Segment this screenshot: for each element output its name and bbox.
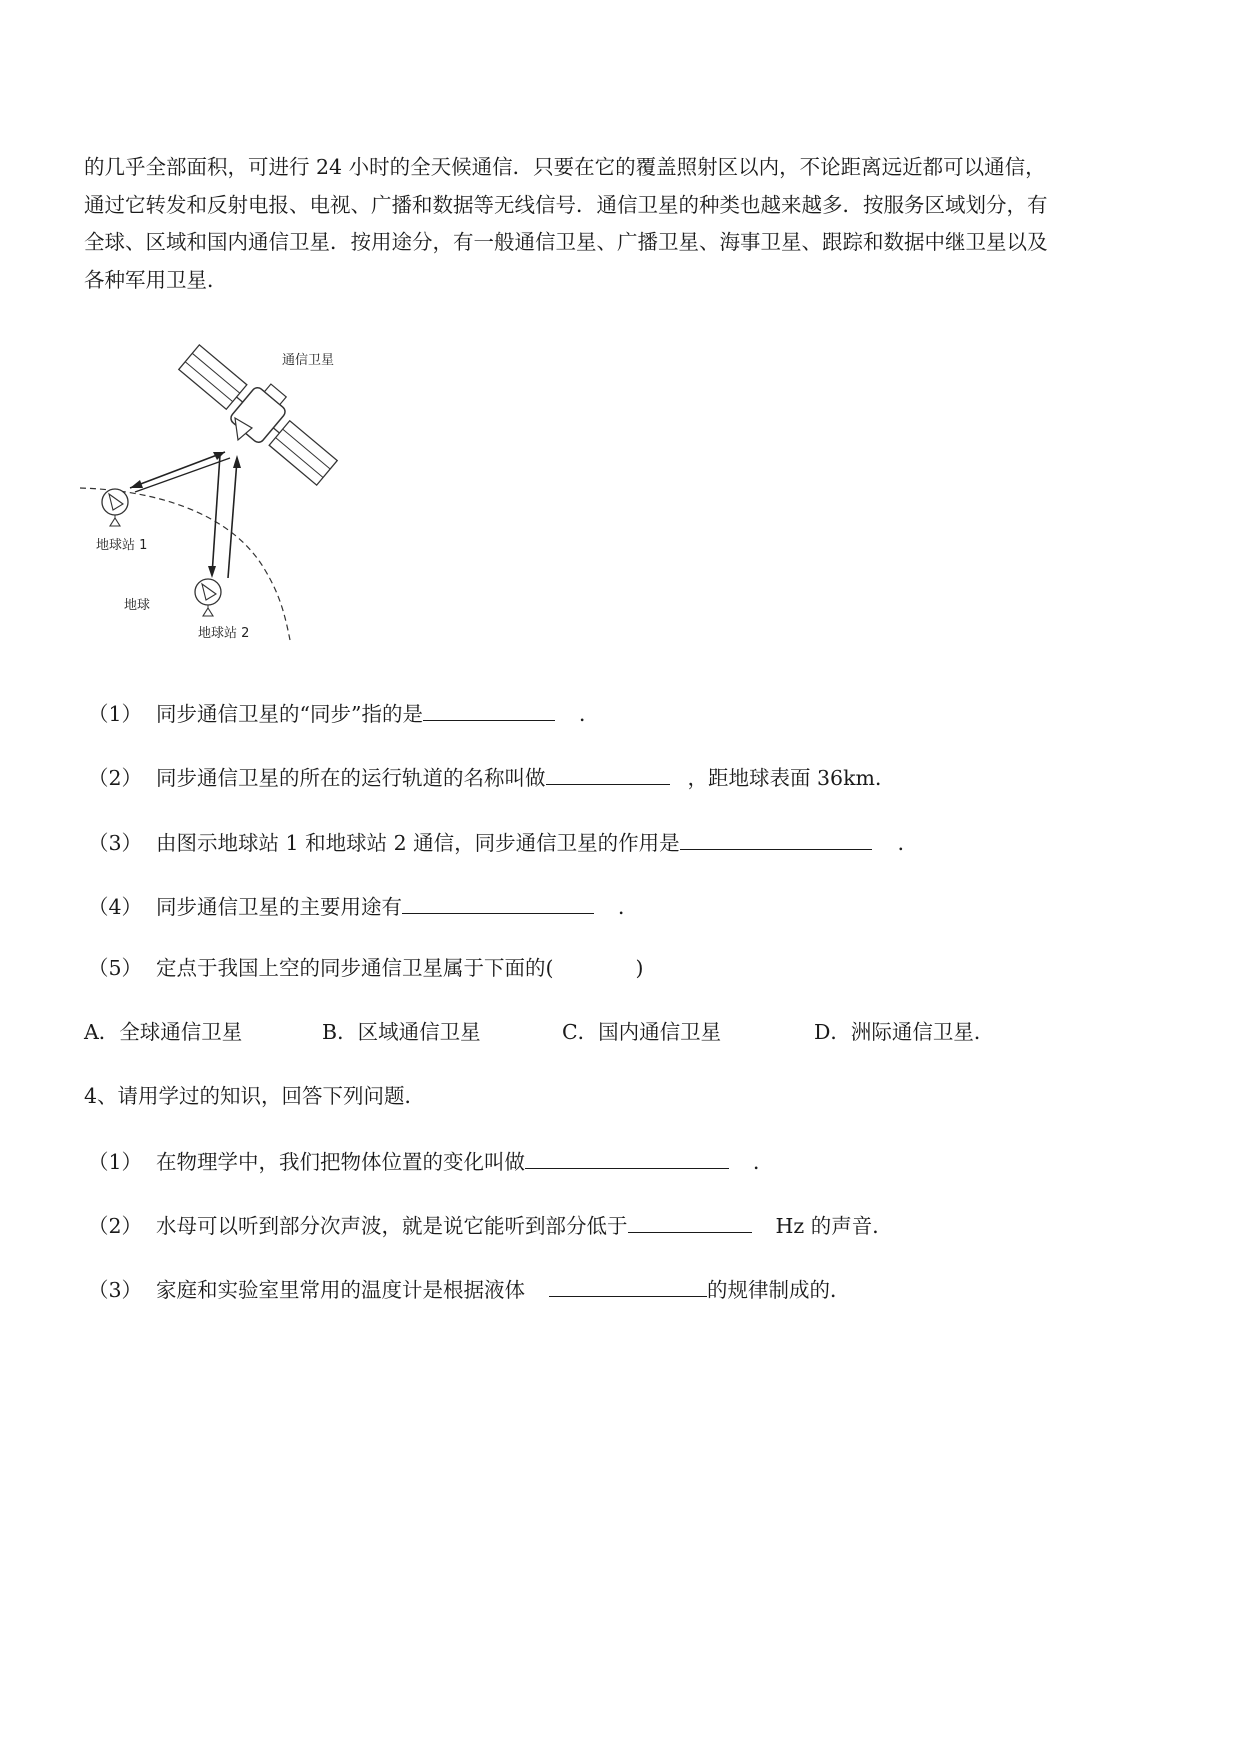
- item-text-after: ): [635, 956, 644, 980]
- arrow-head-icon: [233, 455, 241, 468]
- answer-blank[interactable]: [628, 1214, 752, 1233]
- item-text-after: ．: [618, 895, 639, 919]
- item-number: （2）: [88, 1214, 143, 1238]
- link-line-station2-b: [228, 460, 237, 578]
- option-b[interactable]: B．区域通信卫星: [322, 1020, 481, 1044]
- link-line-station1-lower: [135, 458, 230, 492]
- item-text-after: ，距地球表面 36km．: [687, 766, 896, 790]
- question-item: [88, 831, 918, 854]
- answer-blank[interactable]: [402, 895, 594, 914]
- item-number: （5）: [88, 956, 143, 980]
- item-text-after: Hz 的声音．: [775, 1214, 893, 1238]
- station1-label: 地球站 1: [96, 538, 148, 553]
- answer-blank[interactable]: [423, 702, 555, 721]
- item-text: 同步通信卫星的所在的运行轨道的名称叫做: [156, 766, 546, 790]
- intro-paragraph: [84, 157, 1164, 307]
- options-row: [84, 1022, 994, 1043]
- intro-line: 各种军用卫星．: [84, 267, 228, 292]
- question-item: [88, 766, 895, 789]
- item-text: 水母可以听到部分次声波，就是说它能听到部分低于: [156, 1214, 628, 1238]
- option-d[interactable]: D．洲际通信卫星．: [814, 1020, 995, 1044]
- dish-antenna-icon: [102, 489, 128, 526]
- satellite-label: 通信卫星: [282, 353, 335, 368]
- question-item: [88, 958, 644, 979]
- item-text-after: ．: [578, 702, 600, 726]
- link-line-station1: [130, 452, 225, 488]
- item-text: 同步通信卫星的“同步”指的是: [156, 702, 423, 726]
- intro-line: 通过它转发和反射电报、电视、广播和数据等无线信号．通信卫星的种类也越来越多．按服务区域划分，有: [84, 192, 1048, 217]
- item-text-after: ．: [753, 1150, 774, 1174]
- question-item: [88, 1150, 774, 1173]
- intro-line: 全球、区域和国内通信卫星．按用途分，有一般通信卫星、广播卫星、海事卫星、跟踪和数据中继卫星以及: [84, 230, 1048, 254]
- item-text: 定点于我国上空的同步通信卫星属于下面的(: [156, 956, 554, 980]
- satellite-diagram: [80, 340, 370, 660]
- answer-blank[interactable]: [546, 766, 670, 785]
- answer-blank[interactable]: [525, 1150, 729, 1169]
- question-item: [88, 895, 639, 918]
- dish-antenna-icon: [195, 579, 221, 616]
- item-number: （3）: [88, 1278, 143, 1302]
- option-a[interactable]: A．全球通信卫星: [84, 1020, 243, 1044]
- item-text-after: 的规律制成的．: [707, 1278, 851, 1302]
- question-item: [88, 1278, 851, 1301]
- arrow-head-icon: [130, 480, 143, 488]
- item-text: 在物理学中，我们把物体位置的变化叫做: [156, 1150, 525, 1174]
- item-text: 由图示地球站 1 和地球站 2 通信，同步通信卫星的作用是: [156, 831, 680, 855]
- item-number: （3）: [88, 831, 143, 855]
- link-line-station2: [212, 455, 220, 575]
- answer-blank[interactable]: [549, 1278, 707, 1297]
- item-number: （2）: [88, 766, 143, 790]
- earth-label: 地球: [124, 598, 151, 613]
- question-4-title: 4、请用学过的知识，回答下列问题．: [84, 1084, 426, 1108]
- question-item: [88, 1214, 893, 1237]
- station2-label: 地球站 2: [198, 626, 250, 641]
- arrow-head-icon: [208, 566, 216, 578]
- item-number: （4）: [88, 895, 143, 919]
- item-text: 同步通信卫星的主要用途有: [156, 895, 402, 919]
- option-c[interactable]: C．国内通信卫星: [562, 1020, 722, 1044]
- item-number: （1）: [88, 702, 143, 726]
- satellite-diagram-svg: [80, 340, 370, 660]
- item-text: 家庭和实验室里常用的温度计是根据液体: [156, 1278, 525, 1302]
- answer-blank[interactable]: [680, 831, 872, 850]
- item-text-after: ．: [897, 831, 919, 855]
- question-item: [88, 702, 599, 725]
- intro-line: 的几乎全部面积，可进行 24 小时的全天候通信．只要在它的覆盖照射区以内，不论距离远近都可以通信，: [84, 155, 1046, 179]
- item-number: （1）: [88, 1150, 143, 1174]
